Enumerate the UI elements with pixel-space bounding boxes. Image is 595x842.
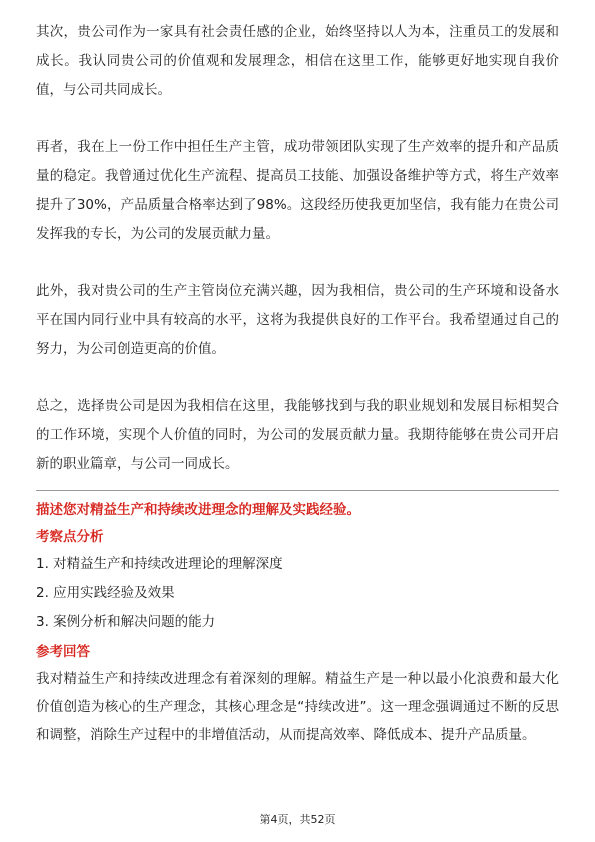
paragraph-2: 再者，我在上一份工作中担任生产主管，成功带领团队实现了生产效率的提升和产品质量的稳定。我曾通过优化生产流程、提高员工技能、加强设备维护等方式，将生产效率提升了30%，产品质量合格率达到了98%。这段经历使我更加坚信，我有能力在贵公司发挥我的专长，为公司的发展贡献力量。 [36, 139, 559, 242]
body-text [36, 18, 559, 479]
answer-heading: 参考回答 [36, 644, 90, 660]
page-number: 第4页，共52页 [259, 813, 336, 826]
answer-text: 我对精益生产和持续改进理念有着深刻的理解。精益生产是一种以最小化浪费和最大化价值创造为核心的生产理念，其核心理念是“持续改进”。这一理念强调通过不断的反思和调整，消除生产过程中的非增值活动，从而提高效率、降低成本、提升产品质量。 [36, 671, 559, 743]
paragraph-3: 此外，我对贵公司的生产主管岗位充满兴趣，因为我相信，贵公司的生产环境和设备水平在国内同行业中具有较高的水平，这将为我提供良好的工作平台。我希望通过自己的努力，为公司创造更高的价值。 [36, 283, 559, 357]
question-title: 描述您对精益生产和持续改进理念的理解及实践经验。 [36, 502, 360, 518]
analysis-item-2: 2. 应用实践经验及效果 [36, 585, 175, 601]
question-block [36, 496, 559, 749]
section-divider [36, 490, 559, 491]
paragraph-1: 其次，贵公司作为一家具有社会责任感的企业，始终坚持以人为本，注重员工的发展和成长。我认同贵公司的价值观和发展理念，相信在这里工作，能够更好地实现自我价值，与公司共同成长。 [36, 24, 559, 98]
paragraph-4: 总之，选择贵公司是因为我相信在这里，我能够找到与我的职业规划和发展目标相契合的工作环境，实现个人价值的同时，为公司的发展贡献力量。我期待能够在贵公司开启新的职业篇章，与公司一同成长。 [36, 398, 559, 472]
analysis-item-1: 1. 对精益生产和持续改进理论的理解深度 [36, 556, 283, 572]
analysis-heading: 考察点分析 [36, 529, 104, 545]
analysis-item-3: 3. 案例分析和解决问题的能力 [36, 614, 216, 630]
